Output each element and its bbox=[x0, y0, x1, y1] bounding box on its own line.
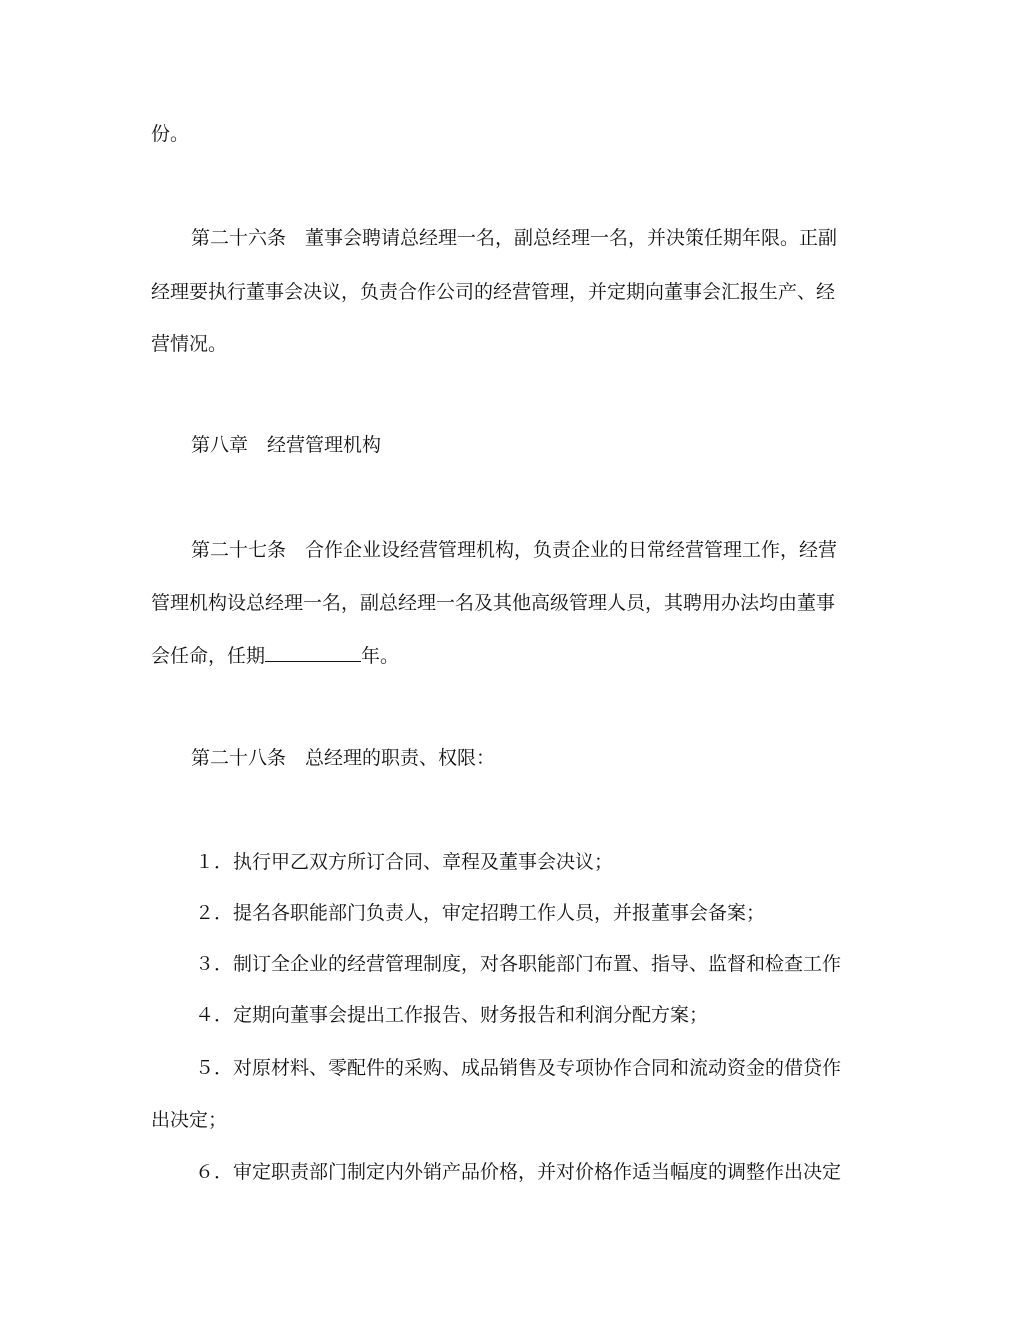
term-blank-field bbox=[265, 643, 361, 662]
list-item-3: ３．制订全企业的经营管理制度，对各职能部门布置、指导、监督和检查工作 bbox=[195, 953, 842, 975]
article-26-line-1: 第二十六条 董事会聘请总经理一名，副总经理一名，并决策任期年限。正副 bbox=[191, 227, 838, 249]
list-item-5-line-1: ５．对原材料、零配件的采购、成品销售及专项协作合同和流动资金的借贷作 bbox=[195, 1057, 842, 1079]
chapter-8-heading: 第八章 经营管理机构 bbox=[191, 434, 382, 456]
article-27-term-suffix: 年。 bbox=[361, 645, 400, 667]
article-26-line-2: 经理要执行董事会决议，负责合作公司的经营管理，并定期向董事会汇报生产、经 bbox=[151, 281, 836, 303]
list-item-2: ２．提名各职能部门负责人，审定招聘工作人员，并报董事会备案； bbox=[195, 902, 766, 924]
article-27-line-1: 第二十七条 合作企业设经营管理机构，负责企业的日常经营管理工作，经营 bbox=[191, 539, 838, 561]
text-line: 份。 bbox=[151, 123, 190, 145]
list-item-1: １．执行甲乙双方所订合同、章程及董事会决议； bbox=[195, 851, 614, 873]
list-item-4: ４．定期向董事会提出工作报告、财务报告和利润分配方案； bbox=[195, 1004, 709, 1026]
list-item-6: ６．审定职责部门制定内外销产品价格，并对价格作适当幅度的调整作出决定 bbox=[195, 1161, 842, 1183]
article-27-line-3 bbox=[151, 643, 871, 668]
article-28-line: 第二十八条 总经理的职责、权限： bbox=[191, 747, 496, 769]
article-27-term-prefix: 会任命，任期 bbox=[151, 645, 266, 667]
article-27-line-2: 管理机构设总经理一名，副总经理一名及其他高级管理人员，其聘用办法均由董事 bbox=[151, 592, 836, 614]
article-26-line-3: 营情况。 bbox=[151, 333, 228, 355]
list-item-5-line-2: 出决定； bbox=[151, 1109, 228, 1131]
